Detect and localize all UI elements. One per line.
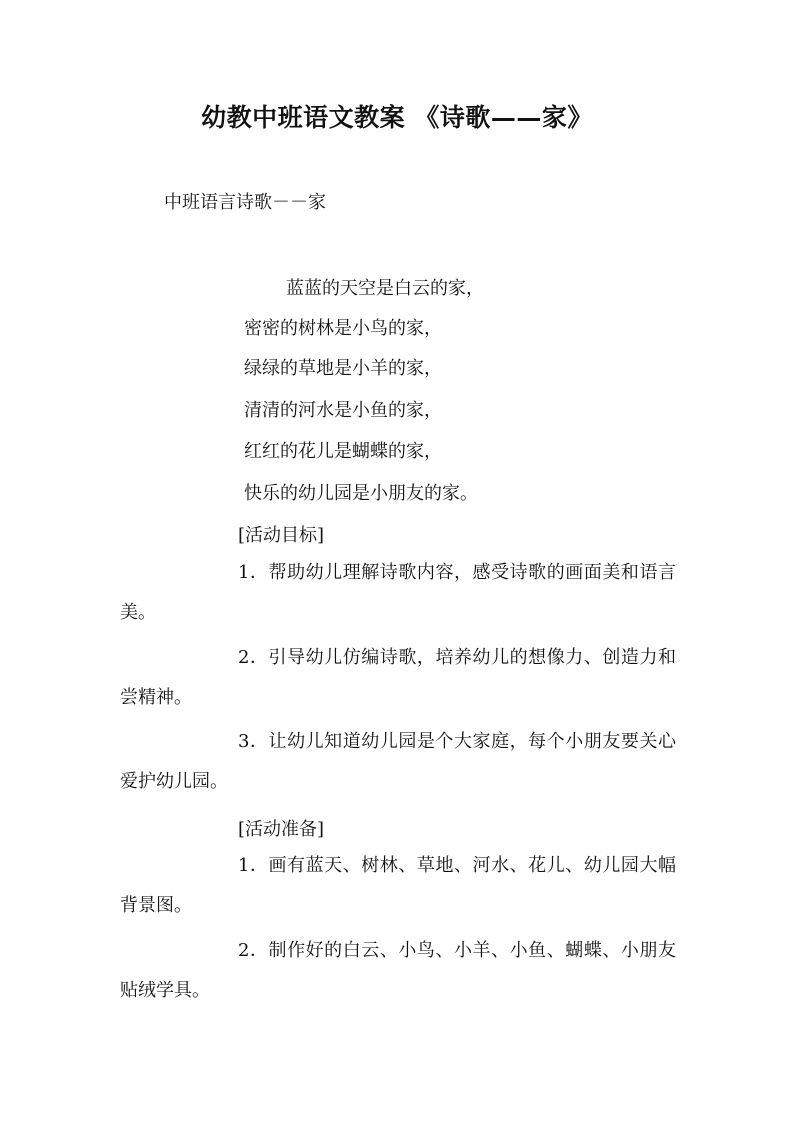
- poem-line: 绿绿的草地是小羊的家，: [244, 358, 442, 379]
- goal-item: 3．让幼儿知道幼儿园是个大家庭，每个小朋友要关心爱护幼儿园。: [120, 731, 676, 792]
- poem-line: 快乐的幼儿园是小朋友的家。: [244, 483, 478, 504]
- poem-line: 清清的河水是小鱼的家，: [244, 400, 442, 421]
- prep-item: 2．制作好的白云、小鸟、小羊、小鱼、蝴蝶、小朋友贴绒学具。: [120, 940, 676, 1001]
- poem-line: 红红的花儿是蝴蝶的家，: [244, 441, 442, 462]
- goals-heading: [活动目标]: [238, 525, 325, 546]
- prep-heading: [活动准备]: [238, 819, 325, 840]
- goal-item: 2．引导幼儿仿编诗歌，培养幼儿的想像力、创造力和尝精神。: [120, 647, 676, 708]
- prep-item: 1．画有蓝天、树林、草地、河水、花儿、幼儿园大幅背景图。: [120, 855, 676, 916]
- document-title: 幼教中班语文教案 《诗歌——家》: [201, 103, 593, 132]
- poem-line: 密密的树林是小鸟的家，: [244, 318, 442, 339]
- poem-line: 蓝蓝的天空是白云的家，: [286, 278, 484, 299]
- document-subtitle: 中班语言诗歌－－家: [164, 192, 326, 213]
- goal-item: 1．帮助幼儿理解诗歌内容，感受诗歌的画面美和语言美。: [120, 562, 676, 623]
